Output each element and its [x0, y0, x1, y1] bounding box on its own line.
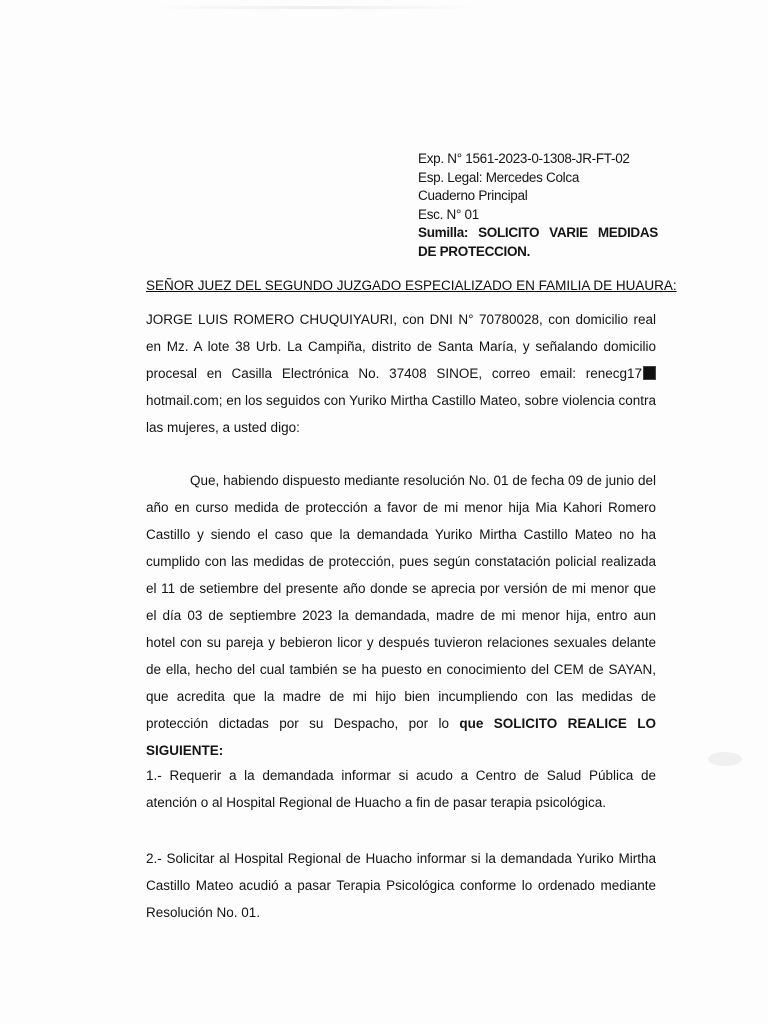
scan-smudge: [150, 6, 480, 9]
request-item-2: 2.- Solicitar al Hospital Regional de Huacho informar si la demandada Yuriko Mirtha Castillo Mateo acudió a pasar Terapia Psicológica conforme lo ordenado mediante Resolución No. 01.: [146, 851, 656, 920]
main-paragraph: [146, 467, 656, 764]
case-header: [418, 150, 658, 261]
especialista-legal: Esp. Legal: Mercedes Colca: [418, 169, 580, 185]
intro-paragraph: [146, 306, 656, 441]
main-paragraph-text: Que, habiendo dispuesto mediante resolución No. 01 de fecha 09 de junio del año en curso medida de protección a favor de mi menor hija Mia Kahori Romero Castillo y siendo el caso que la demandada Yuriko Mirtha Castillo Mateo no ha cumplido con las medidas de protección, pues según constatación policial realizada el 11 de setiembre del presente año donde se aprecia por versión de mi menor que el día 03 de septiembre 2023 la demandada, madre de mi menor hija, entro aun hotel con su pareja y bebieron licor y después tuvieron relaciones sexuales delante de ella, hecho del cual también se ha puesto en conocimiento del CEM de SAYAN, que acredita que la madre de mi hijo bien incumpliendo con las medidas de protección dictadas por su Despacho, por lo: [146, 473, 656, 731]
sumilla: [418, 224, 658, 261]
request-heading: que SOLICITO REALICE LO SIGUIENTE:: [146, 716, 657, 758]
intro-text-2: hotmail.com; en los seguidos con Yuriko Mirtha Castillo Mateo, sobre violencia contra las mujeres, a usted digo:: [146, 393, 657, 435]
request-item-1: 1.- Requerir a la demandada informar si acudo a Centro de Salud Pública de atención o al Hospital Regional de Huacho a fin de pasar terapia psicológica.: [146, 768, 656, 810]
sumilla-text: SOLICITO VARIE MEDIDAS DE PROTECCION.: [418, 225, 658, 259]
petitioner-name: JORGE LUIS ROMERO CHUQUIYAURI: [146, 312, 394, 327]
scan-mark: [708, 752, 742, 766]
expediente-number: Exp. N° 1561-2023-0-1308-JR-FT-02: [418, 151, 630, 166]
redaction-mark: [643, 366, 656, 380]
sumilla-label: Sumilla:: [418, 225, 469, 240]
court-address: SEÑOR JUEZ DEL SEGUNDO JUZGADO ESPECIALIZADO EN FAMILIA DE HUAURA:: [146, 278, 677, 293]
intro-text-1: , con DNI N° 70780028, con domicilio real en Mz. A lote 38 Urb. La Campiña, distrito de Santa María, y señalando domicilio procesal en Casilla Electrónica No. 37408 SINOE, correo email: renecg17: [146, 312, 656, 381]
cuaderno: Cuaderno Principal: [418, 188, 528, 203]
escrito-number: Esc. N° 01: [418, 206, 479, 222]
